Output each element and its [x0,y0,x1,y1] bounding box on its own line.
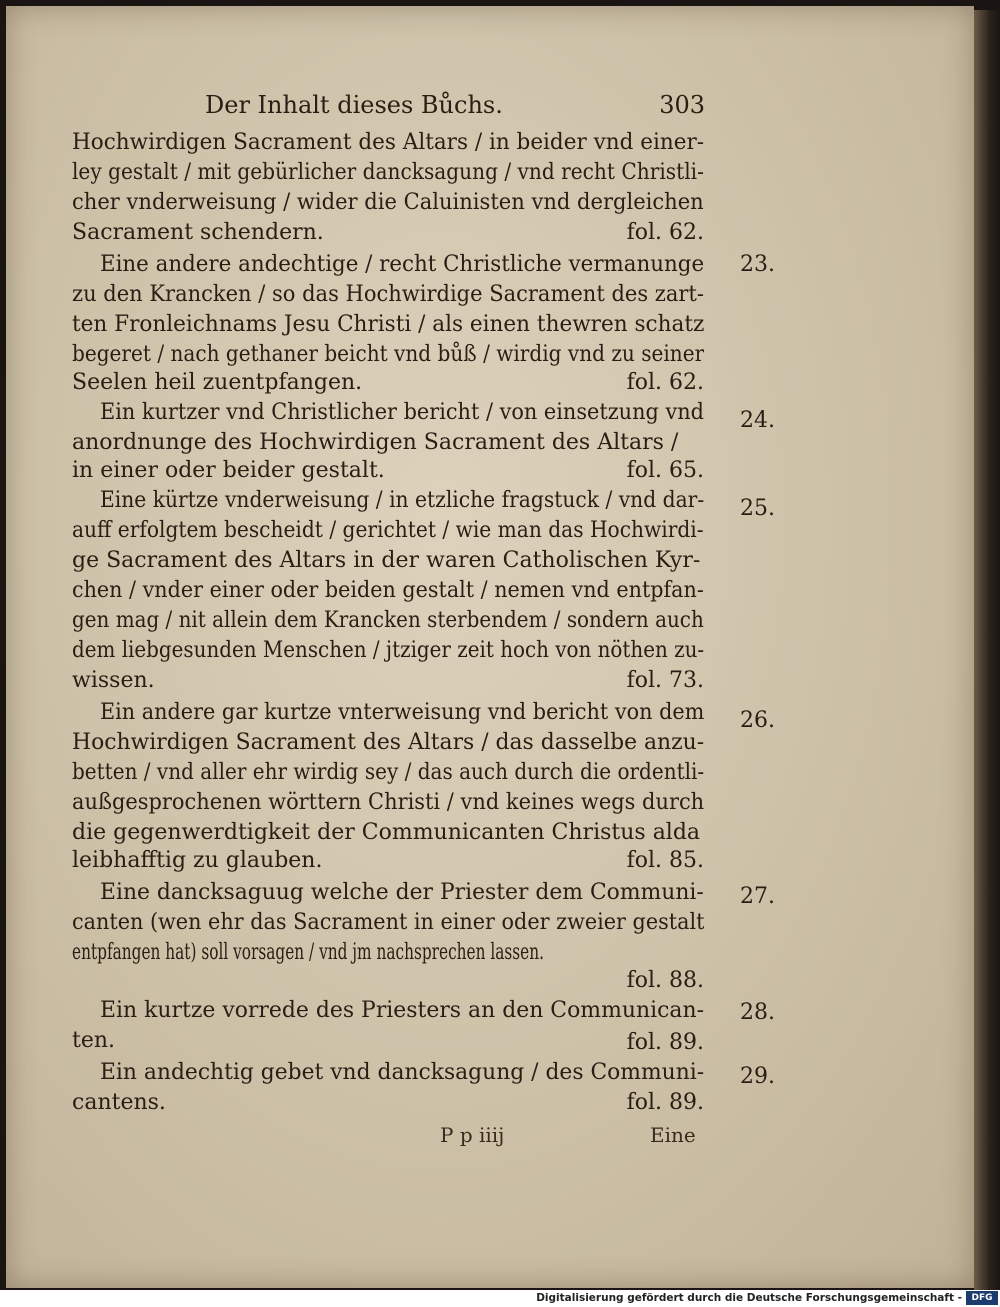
text-line: Ein kurtze vorrede des Priesters an den Communican- [100,998,704,1023]
catchword: Eine [650,1123,696,1147]
text-line: Ein kurtzer vnd Christlicher bericht / von einsetzung vnd [100,400,704,425]
text-line: canten (wen ehr das Sacrament in einer oder zweier gestalt [72,910,704,935]
text-line: Eine dancksaguug welche der Priester dem Communi- [100,880,704,905]
entry-number: 29. [740,1064,775,1089]
text-line: ge Sacrament des Altars in der waren Catholischen Kyr- [72,548,701,573]
text-line: gen mag / nit allein dem Krancken sterbendem / sondern auch [72,608,704,633]
digitization-footer [0,1290,1000,1307]
text-line: Hochwirdigen Sacrament des Altars / in beider vnd einer- [72,130,704,155]
running-head-title: Der Inhalt dieses Bůchs. [205,91,503,119]
footer-credit: Digitalisierung gefördert durch die Deutsche Forschungsgemeinschaft - [536,1292,962,1304]
folio-reference: fol. 85. [626,848,704,873]
text-line: cher vnderweisung / wider die Caluinisten vnd dergleichen [72,190,704,215]
text-line: Ein andere gar kurtze vnterweisung vnd bericht von dem [100,700,704,725]
text-line: Hochwirdigen Sacrament des Altars / das dasselbe anzu- [72,730,704,755]
text-line: Ein andechtig gebet vnd dancksagung / des Communi- [100,1060,704,1085]
running-head [205,88,705,122]
entry-number: 27. [740,884,775,909]
text-line: Eine kürtze vnderweisung / in etzliche fragstuck / vnd dar- [100,488,704,513]
text-line: Seelen heil zuentpfangen. [72,370,363,395]
text-line: dem liebgesunden Menschen / jtziger zeit hoch von nöthen zu- [72,638,704,663]
folio-reference: fol. 65. [626,458,704,483]
folio-reference: fol. 89. [626,1030,704,1055]
folio-reference: fol. 88. [626,968,704,993]
folio-reference: fol. 73. [626,668,704,693]
text-line: chen / vnder einer oder beiden gestalt / nemen vnd entpfan- [72,578,704,603]
folio-reference: fol. 62. [626,220,704,245]
text-line: die gegenwerdtigkeit der Communicanten Christus alda [72,820,701,845]
text-line: wissen. [72,668,155,693]
text-line: ten Fronleichnams Jesu Christi / als einen thewren schatz [72,312,704,337]
text-line: begeret / nach gethaner beicht vnd bůß / wirdig vnd zu seiner [72,342,704,367]
text-line: außgesprochenen wörttern Christi / vnd keines wegs durch [72,790,704,815]
entry-number: 26. [740,708,775,733]
text-line: Eine andere andechtige / recht Christliche vermanunge [100,252,704,277]
text-line: Sacrament schendern. [72,220,324,245]
text-line: zu den Krancken / so das Hochwirdige Sacrament des zart- [72,282,704,307]
dfg-logo-icon: DFG [966,1291,998,1305]
text-line: cantens. [72,1090,166,1115]
text-line: ley gestalt / mit gebürlicher dancksagung / vnd recht Christli- [72,160,704,185]
text-line: leibhafftig zu glauben. [72,848,323,873]
text-line: anordnunge des Hochwirdigen Sacrament des Altars / [72,430,679,455]
text-line: auff erfolgtem bescheidt / gerichtet / wie man das Hochwirdi- [72,518,704,543]
folio-reference: fol. 89. [626,1090,704,1115]
page-number: 303 [659,91,705,119]
entry-number: 28. [740,1000,775,1025]
entry-number: 23. [740,252,775,277]
text-line: ten. [72,1028,116,1053]
signature-mark: P p iiij [440,1123,505,1147]
text-line: entpfangen hat) soll vorsagen / vnd jm nachsprechen lassen. [72,940,544,965]
text-line: in einer oder beider gestalt. [72,458,385,483]
folio-reference: fol. 62. [626,370,704,395]
page-edge [974,10,1000,1290]
entry-number: 25. [740,496,775,521]
entry-number: 24. [740,408,775,433]
text-line: betten / vnd aller ehr wirdig sey / das auch durch die ordentli- [72,760,704,785]
